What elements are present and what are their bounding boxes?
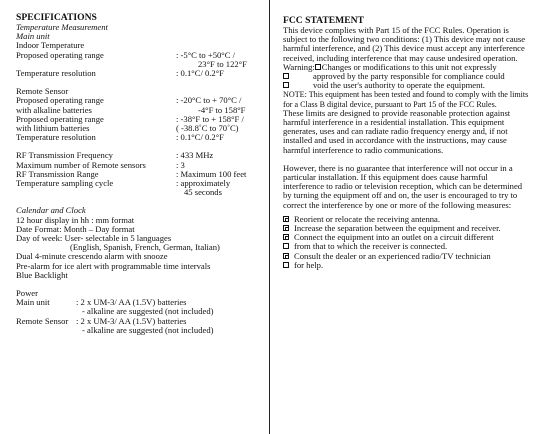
- measure-item: Increase the separation between the equipment and receiver.: [283, 224, 529, 233]
- calendar-line: Pre-alarm for ice alert with programmable time intervals: [16, 260, 211, 271]
- spec-row: 23°F to 122°F: [198, 58, 247, 69]
- checkbox-icon: [283, 73, 289, 79]
- column-divider: [269, 0, 270, 434]
- spec-row: with lithium batteries ( -38.8˚C to 70˚C): [16, 123, 239, 134]
- fcc-note: NOTE: This equipment has been tested and found to comply with the limits for a Class B digital device, pursuant to Part 15 of the FCC Rules.: [283, 90, 529, 109]
- spec-row: 45 seconds: [184, 187, 222, 198]
- checkbox-icon: [283, 82, 289, 88]
- fcc-intro: This device complies with Part 15 of the FCC Rules. Operation is subject to the following two conditions: (1) This device may not cause harmful interference, and (2) This device must accept any interference received, including interference that may cause undesired operation.: [283, 25, 526, 63]
- checkbox-icon: [283, 262, 289, 268]
- remote-sensor-heading: Remote Sensor: [16, 86, 69, 97]
- checkbox-icon: [315, 64, 321, 70]
- fcc-title: FCC STATEMENT: [283, 15, 364, 26]
- power-row: Remote Sensor : 2 x UM-3/ AA (1.5V) batteries: [16, 315, 187, 326]
- checkbox-icon: [283, 225, 289, 231]
- warning-line: approved by the party responsible for compliance could: [283, 72, 529, 81]
- checkbox-icon: [283, 253, 289, 259]
- power-heading: Power: [16, 288, 38, 299]
- checkbox-icon: [283, 234, 289, 240]
- spec-row: Proposed operating range : -38°F to + 158°F /: [16, 113, 244, 124]
- spec-row: Proposed operating range : -20°C to + 70°C /: [16, 95, 242, 106]
- warning-label: Warning:: [283, 61, 315, 72]
- measure-item: Consult the dealer or an experienced radio/TV technician: [283, 252, 529, 261]
- calendar-line: Date Format: Month – Day format: [16, 223, 135, 234]
- warning-line: void the user's authority to operate the equipment.: [283, 81, 529, 90]
- warning-line: Warning: Changes or modifications to this unit not expressly: [283, 61, 497, 72]
- calendar-clock-heading: Calendar and Clock: [16, 205, 86, 216]
- temp-measurement-heading: Temperature Measurement: [16, 22, 108, 32]
- calendar-line: Dual 4-minute crescendo alarm with snooze: [16, 251, 168, 262]
- measure-item: Reorient or relocate the receiving antenna.: [283, 215, 529, 224]
- measure-item: from that to which the receiver is connected.: [283, 242, 529, 251]
- main-unit-heading: Main unit: [16, 31, 50, 42]
- specifications-column: [16, 13, 262, 335]
- spec-row: Proposed operating range : -5°C to +50°C /: [16, 49, 235, 60]
- spec-row: with alkaline batteries -4°F to 158°F: [16, 104, 246, 115]
- fcc-note-rest: These limits are designed to provide reasonable protection against harmful interference in a residential installation. This equipment generates, uses and can radiate radio frequency energy and, if not installed and used in accordance with the instructions, may cause harmful interference to radio communications.: [283, 107, 511, 155]
- calendar-line: 12 hour display in hh : mm format: [16, 214, 135, 225]
- checkbox-icon: [283, 243, 289, 249]
- power-note: - alkaline are suggested (not included): [82, 324, 214, 335]
- checkbox-icon: [283, 216, 289, 222]
- measure-item: for help.: [283, 261, 529, 270]
- calendar-line: Blue Backlight: [16, 269, 68, 280]
- spec-row: RF Transmission Frequency : 433 MHz: [16, 150, 214, 161]
- fcc-column: [283, 16, 529, 270]
- calendar-line: Day of week: User- selectable in 5 languages: [16, 233, 172, 244]
- indoor-temp-label: Indoor Temperature: [16, 40, 85, 51]
- spec-row: Temperature resolution : 0.1°C/ 0.2°F: [16, 68, 224, 79]
- languages-line: (English, Spanish, French, German, Italian): [70, 242, 220, 253]
- specifications-title: SPECIFICATIONS: [16, 12, 97, 23]
- fcc-however: However, there is no guarantee that interference will not occur in a particular installation. If this equipment does cause harmful interference to radio or television reception, which can be determined by turning the equipment off and on, the user is encouraged to try to correct the interference by one or more of the following measures:: [283, 162, 523, 210]
- measure-item: Connect the equipment into an outlet on a circuit different: [283, 233, 529, 242]
- power-note: - alkaline are suggested (not included): [82, 306, 214, 317]
- spec-row: Temperature resolution : 0.1°C/ 0.2°F: [16, 132, 224, 143]
- spec-row: Temperature sampling cycle : approximately: [16, 178, 231, 189]
- power-row: Main unit : 2 x UM-3/ AA (1.5V) batteries: [16, 297, 187, 308]
- spec-row: Maximum number of Remote sensors : 3: [16, 159, 185, 170]
- spec-row: RF Transmission Range : Maximum 100 feet: [16, 168, 247, 179]
